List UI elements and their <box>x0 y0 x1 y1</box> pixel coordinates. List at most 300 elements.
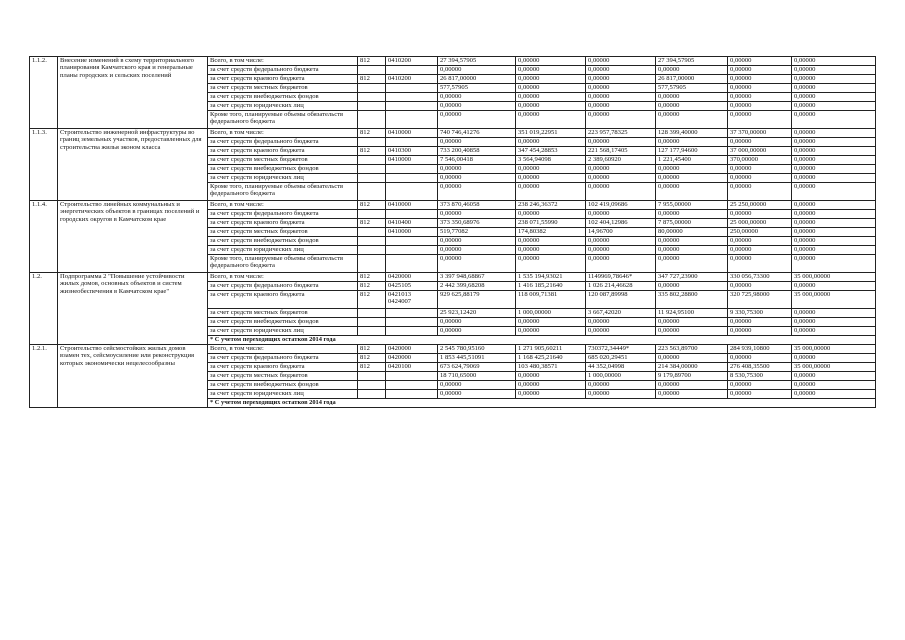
funding-source-label: Кроме того, планируемые объемы обязательств федерального бюджета <box>208 183 358 201</box>
funding-source-label: за счет средств внебюджетных фондов <box>208 318 358 327</box>
amount-cell: 1 000,00000 <box>516 309 586 318</box>
funding-source-label: за счет средств местных бюджетов <box>208 156 358 165</box>
amount-cell: 0,00000 <box>792 318 876 327</box>
funding-source-label: Кроме того, планируемые объемы обязательств федерального бюджета <box>208 255 358 273</box>
amount-cell: 0,00000 <box>792 327 876 336</box>
amount-cell: 284 939,10800 <box>728 345 792 354</box>
amount-cell: 0,00000 <box>586 327 656 336</box>
budget-code <box>386 111 438 129</box>
amount-cell: 0,00000 <box>438 246 516 255</box>
table-row <box>30 273 876 282</box>
amount-cell: 0,00000 <box>656 318 728 327</box>
amount-cell: 0,00000 <box>792 111 876 129</box>
amount-cell: 0,00000 <box>728 327 792 336</box>
amount-cell: 0,00000 <box>516 246 586 255</box>
amount-cell: 0,00000 <box>438 318 516 327</box>
amount-cell: 37 370,00000 <box>728 129 792 138</box>
ministry-code <box>358 84 386 93</box>
amount-cell: 373 870,46058 <box>438 201 516 210</box>
amount-cell: 0,00000 <box>728 354 792 363</box>
amount-cell: 0,00000 <box>792 102 876 111</box>
amount-cell: 0,00000 <box>792 147 876 156</box>
amount-cell: 0,00000 <box>516 138 586 147</box>
amount-cell: 7 875,00000 <box>656 219 728 228</box>
budget-sheet <box>29 56 876 408</box>
funding-source-label: за счет средств местных бюджетов <box>208 309 358 318</box>
amount-cell: 0,00000 <box>792 210 876 219</box>
amount-cell: 0,00000 <box>792 237 876 246</box>
amount-cell: 335 802,28800 <box>656 291 728 309</box>
funding-source-label: за счет средств внебюджетных фондов <box>208 93 358 102</box>
amount-cell: 673 624,79069 <box>438 363 516 372</box>
ministry-code: 812 <box>358 201 386 210</box>
budget-code: 0410400 <box>386 219 438 228</box>
amount-cell: 0,00000 <box>792 183 876 201</box>
amount-cell: 0,00000 <box>516 165 586 174</box>
ministry-code: 812 <box>358 291 386 309</box>
amount-cell: 347 454,28853 <box>516 147 586 156</box>
amount-cell: 223 563,89700 <box>656 345 728 354</box>
amount-cell: 0,00000 <box>792 66 876 75</box>
amount-cell: 102 404,12986 <box>586 219 656 228</box>
amount-cell: 0,00000 <box>656 66 728 75</box>
amount-cell: 0,00000 <box>792 219 876 228</box>
amount-cell: 0,00000 <box>792 390 876 399</box>
ministry-code: 812 <box>358 129 386 138</box>
ministry-code <box>358 255 386 273</box>
amount-cell: 3 667,42020 <box>586 309 656 318</box>
amount-cell: 0,00000 <box>656 93 728 102</box>
amount-cell: 351 019,22951 <box>516 129 586 138</box>
section-number: 1.1.4. <box>30 201 58 273</box>
budget-code: 0420000 <box>386 345 438 354</box>
amount-cell: 0,00000 <box>792 129 876 138</box>
budget-code <box>386 165 438 174</box>
amount-cell: 0,00000 <box>438 138 516 147</box>
amount-cell: 0,00000 <box>438 381 516 390</box>
amount-cell: 370,00000 <box>728 156 792 165</box>
amount-cell: 1 416 185,21640 <box>516 282 586 291</box>
ministry-code <box>358 372 386 381</box>
amount-cell: 0,00000 <box>792 165 876 174</box>
section-number: 1.1.3. <box>30 129 58 201</box>
amount-cell: 0,00000 <box>728 66 792 75</box>
amount-cell: 0,00000 <box>516 93 586 102</box>
section-title: Подпрограмма 2 "Повышение устойчивости жилых домов, основных объектов и систем жизнеобеспечения в Камчатском крае" <box>58 273 208 345</box>
amount-cell: 0,00000 <box>438 174 516 183</box>
budget-code <box>386 84 438 93</box>
amount-cell: 1 271 905,60211 <box>516 345 586 354</box>
amount-cell: 0,00000 <box>586 183 656 201</box>
budget-code: 0420100 <box>386 363 438 372</box>
amount-cell: 0,00000 <box>728 210 792 219</box>
amount-cell: 0,00000 <box>516 174 586 183</box>
amount-cell: 1149969,78646* <box>586 273 656 282</box>
amount-cell: 8 530,75300 <box>728 372 792 381</box>
section-number: 1.1.2. <box>30 57 58 129</box>
amount-cell: 0,00000 <box>656 165 728 174</box>
funding-source-label: за счет средств краевого бюджета <box>208 219 358 228</box>
budget-code: 0421013 0424007 <box>386 291 438 309</box>
amount-cell: 0,00000 <box>792 174 876 183</box>
ministry-code <box>358 318 386 327</box>
amount-cell: 0,00000 <box>438 210 516 219</box>
amount-cell: 0,00000 <box>438 327 516 336</box>
amount-cell: 0,00000 <box>728 93 792 102</box>
amount-cell: 0,00000 <box>438 111 516 129</box>
amount-cell: 0,00000 <box>792 354 876 363</box>
amount-cell: 2 545 780,95160 <box>438 345 516 354</box>
budget-code <box>386 102 438 111</box>
amount-cell: 35 000,00000 <box>792 273 876 282</box>
amount-cell: 0,00000 <box>516 84 586 93</box>
funding-source-label: за счет средств местных бюджетов <box>208 228 358 237</box>
amount-cell: 118 009,71381 <box>516 291 586 309</box>
ministry-code <box>358 237 386 246</box>
budget-code <box>386 93 438 102</box>
budget-code: 0410200 <box>386 57 438 66</box>
amount-cell: 7 955,00000 <box>656 201 728 210</box>
amount-cell: 0,00000 <box>656 327 728 336</box>
ministry-code <box>358 93 386 102</box>
amount-cell: 0,00000 <box>438 165 516 174</box>
amount-cell: 929 625,88179 <box>438 291 516 309</box>
amount-cell: 250,00000 <box>728 228 792 237</box>
amount-cell: 0,00000 <box>516 183 586 201</box>
amount-cell: 238 246,36372 <box>516 201 586 210</box>
amount-cell: 9 330,75300 <box>728 309 792 318</box>
funding-source-label: за счет средств местных бюджетов <box>208 84 358 93</box>
amount-cell: 25 000,00000 <box>728 219 792 228</box>
ministry-code <box>358 102 386 111</box>
amount-cell: 0,00000 <box>586 84 656 93</box>
budget-code: 0420000 <box>386 354 438 363</box>
budget-code: 0410200 <box>386 75 438 84</box>
section-number: 1.2. <box>30 273 58 345</box>
amount-cell: 0,00000 <box>792 282 876 291</box>
amount-cell: 9 179,89700 <box>656 372 728 381</box>
amount-cell: 0,00000 <box>516 102 586 111</box>
amount-cell: 276 408,35500 <box>728 363 792 372</box>
budget-code <box>386 174 438 183</box>
amount-cell: 3 564,94098 <box>516 156 586 165</box>
funding-source-label: за счет средств внебюджетных фондов <box>208 237 358 246</box>
amount-cell: 0,00000 <box>438 93 516 102</box>
amount-cell: 730372,34449* <box>586 345 656 354</box>
amount-cell: 0,00000 <box>516 381 586 390</box>
amount-cell: 127 177,94600 <box>656 147 728 156</box>
amount-cell: 0,00000 <box>516 75 586 84</box>
table-row <box>30 57 876 66</box>
funding-source-label: за счет средств местных бюджетов <box>208 372 358 381</box>
ministry-code: 812 <box>358 147 386 156</box>
amount-cell: 0,00000 <box>792 381 876 390</box>
amount-cell: 0,00000 <box>516 372 586 381</box>
amount-cell: 0,00000 <box>656 255 728 273</box>
amount-cell: 0,00000 <box>516 327 586 336</box>
budget-code: 0410000 <box>386 201 438 210</box>
ministry-code <box>358 174 386 183</box>
amount-cell: 0,00000 <box>792 246 876 255</box>
table-row <box>30 129 876 138</box>
amount-cell: 0,00000 <box>728 174 792 183</box>
amount-cell: 214 384,00000 <box>656 363 728 372</box>
amount-cell: 1 168 425,21640 <box>516 354 586 363</box>
amount-cell: 0,00000 <box>728 75 792 84</box>
budget-code <box>386 390 438 399</box>
ministry-code <box>358 309 386 318</box>
amount-cell: 0,00000 <box>728 282 792 291</box>
amount-cell: 0,00000 <box>586 165 656 174</box>
amount-cell: 0,00000 <box>586 174 656 183</box>
funding-source-label: за счет средств внебюджетных фондов <box>208 165 358 174</box>
amount-cell: 25 923,12420 <box>438 309 516 318</box>
amount-cell: 0,00000 <box>792 372 876 381</box>
amount-cell: 0,00000 <box>438 390 516 399</box>
budget-code: 0420000 <box>386 273 438 282</box>
amount-cell: 0,00000 <box>656 111 728 129</box>
section-title: Строительство сейсмостойких жилых домов взамен тех, сейсмоусиление или реконструкция которых экономически нецелесообразны <box>58 345 208 408</box>
amount-cell: 0,00000 <box>586 255 656 273</box>
amount-cell: 0,00000 <box>792 228 876 237</box>
amount-cell: 0,00000 <box>728 237 792 246</box>
amount-cell: 0,00000 <box>438 102 516 111</box>
amount-cell: 0,00000 <box>792 57 876 66</box>
amount-cell: 0,00000 <box>728 390 792 399</box>
amount-cell: 740 746,41276 <box>438 129 516 138</box>
amount-cell: 0,00000 <box>656 183 728 201</box>
funding-source-label: за счет средств федерального бюджета <box>208 354 358 363</box>
budget-code <box>386 138 438 147</box>
amount-cell: 0,00000 <box>516 255 586 273</box>
ministry-code: 812 <box>358 219 386 228</box>
amount-cell: 0,00000 <box>516 210 586 219</box>
amount-cell: 0,00000 <box>656 390 728 399</box>
amount-cell: 320 725,98000 <box>728 291 792 309</box>
budget-table <box>29 56 876 408</box>
funding-source-label: за счет средств внебюджетных фондов <box>208 381 358 390</box>
budget-code <box>386 237 438 246</box>
section-title: Строительство линейных коммунальных и энергетических объектов в границах поселений и городских округов в Камчатском крае <box>58 201 208 273</box>
amount-cell: 0,00000 <box>516 57 586 66</box>
amount-cell: 685 020,29451 <box>586 354 656 363</box>
amount-cell: 18 710,65000 <box>438 372 516 381</box>
amount-cell: 0,00000 <box>792 84 876 93</box>
budget-code <box>386 381 438 390</box>
budget-code <box>386 183 438 201</box>
amount-cell: 0,00000 <box>656 138 728 147</box>
amount-cell: 0,00000 <box>792 138 876 147</box>
funding-source-label: за счет средств юридических лиц <box>208 327 358 336</box>
amount-cell: 733 200,40858 <box>438 147 516 156</box>
amount-cell: 0,00000 <box>792 309 876 318</box>
budget-code <box>386 255 438 273</box>
funding-source-label: Всего, в том числе: <box>208 273 358 282</box>
amount-cell: 0,00000 <box>792 201 876 210</box>
amount-cell: 11 924,95100 <box>656 309 728 318</box>
ministry-code <box>358 165 386 174</box>
ministry-code <box>358 246 386 255</box>
amount-cell: 174,80382 <box>516 228 586 237</box>
ministry-code: 812 <box>358 57 386 66</box>
budget-code: 0410000 <box>386 129 438 138</box>
amount-cell: 0,00000 <box>656 102 728 111</box>
amount-cell: 0,00000 <box>516 237 586 246</box>
amount-cell: 0,00000 <box>516 66 586 75</box>
funding-source-label: за счет средств юридических лиц <box>208 102 358 111</box>
amount-cell: 1 853 445,51091 <box>438 354 516 363</box>
amount-cell: 44 352,04998 <box>586 363 656 372</box>
amount-cell: 1 221,45400 <box>656 156 728 165</box>
amount-cell: 27 394,57905 <box>438 57 516 66</box>
funding-source-label: за счет средств краевого бюджета <box>208 147 358 156</box>
funding-source-label: за счет средств краевого бюджета <box>208 75 358 84</box>
amount-cell: 25 250,00000 <box>728 201 792 210</box>
amount-cell: 0,00000 <box>656 282 728 291</box>
amount-cell: 0,00000 <box>586 66 656 75</box>
ministry-code <box>358 210 386 219</box>
amount-cell: 0,00000 <box>586 318 656 327</box>
ministry-code <box>358 66 386 75</box>
amount-cell: 0,00000 <box>656 246 728 255</box>
amount-cell: 0,00000 <box>516 111 586 129</box>
amount-cell: 0,00000 <box>656 354 728 363</box>
amount-cell: 0,00000 <box>586 111 656 129</box>
amount-cell: 223 957,78325 <box>586 129 656 138</box>
ministry-code <box>358 390 386 399</box>
budget-code: 0410300 <box>386 147 438 156</box>
amount-cell: 128 399,40000 <box>656 129 728 138</box>
ministry-code: 812 <box>358 363 386 372</box>
amount-cell: 0,00000 <box>438 237 516 246</box>
ministry-code: 812 <box>358 75 386 84</box>
funding-source-label: Всего, в том числе: <box>208 129 358 138</box>
ministry-code <box>358 381 386 390</box>
amount-cell: 0,00000 <box>728 165 792 174</box>
funding-source-label: за счет средств краевого бюджета <box>208 363 358 372</box>
funding-source-label: за счет средств федерального бюджета <box>208 282 358 291</box>
amount-cell: 0,00000 <box>792 156 876 165</box>
amount-cell: 2 442 399,68208 <box>438 282 516 291</box>
ministry-code: 812 <box>358 282 386 291</box>
amount-cell: 103 480,38571 <box>516 363 586 372</box>
amount-cell: 238 071,55990 <box>516 219 586 228</box>
amount-cell: 120 087,89998 <box>586 291 656 309</box>
funding-source-label: Всего, в том числе: <box>208 201 358 210</box>
amount-cell: 0,00000 <box>728 318 792 327</box>
budget-code <box>386 372 438 381</box>
amount-cell: 519,77082 <box>438 228 516 237</box>
amount-cell: 0,00000 <box>586 246 656 255</box>
amount-cell: 0,00000 <box>728 102 792 111</box>
amount-cell: 0,00000 <box>586 102 656 111</box>
amount-cell: 0,00000 <box>586 390 656 399</box>
amount-cell: 0,00000 <box>586 57 656 66</box>
funding-source-label: за счет средств федерального бюджета <box>208 210 358 219</box>
amount-cell: 330 056,73300 <box>728 273 792 282</box>
ministry-code <box>358 327 386 336</box>
amount-cell: 2 389,60920 <box>586 156 656 165</box>
amount-cell: 0,00000 <box>728 84 792 93</box>
amount-cell: 0,00000 <box>516 390 586 399</box>
amount-cell: 3 397 948,68867 <box>438 273 516 282</box>
funding-source-label: Всего, в том числе: <box>208 345 358 354</box>
amount-cell: 35 000,00000 <box>792 345 876 354</box>
amount-cell: 0,00000 <box>792 93 876 102</box>
amount-cell: 1 535 194,93021 <box>516 273 586 282</box>
amount-cell: 0,00000 <box>656 210 728 219</box>
amount-cell: 0,00000 <box>656 174 728 183</box>
ministry-code <box>358 111 386 129</box>
amount-cell: 0,00000 <box>586 237 656 246</box>
amount-cell: 26 817,00000 <box>656 75 728 84</box>
amount-cell: 0,00000 <box>516 318 586 327</box>
amount-cell: 577,57905 <box>438 84 516 93</box>
amount-cell: 35 000,00000 <box>792 363 876 372</box>
amount-cell: 0,00000 <box>586 381 656 390</box>
funding-source-label: за счет средств юридических лиц <box>208 390 358 399</box>
ministry-code: 812 <box>358 354 386 363</box>
amount-cell: 0,00000 <box>586 210 656 219</box>
ministry-code: 812 <box>358 345 386 354</box>
amount-cell: 37 000,00000 <box>728 147 792 156</box>
amount-cell: 0,00000 <box>656 381 728 390</box>
funding-source-label: за счет средств юридических лиц <box>208 246 358 255</box>
ministry-code <box>358 183 386 201</box>
budget-code: 0425105 <box>386 282 438 291</box>
amount-cell: 373 350,68976 <box>438 219 516 228</box>
ministry-code: 812 <box>358 273 386 282</box>
amount-cell: 14,96700 <box>586 228 656 237</box>
amount-cell: 577,57905 <box>656 84 728 93</box>
table-row <box>30 201 876 210</box>
amount-cell: 26 817,00000 <box>438 75 516 84</box>
budget-code <box>386 318 438 327</box>
amount-cell: 0,00000 <box>728 381 792 390</box>
amount-cell: 0,00000 <box>438 183 516 201</box>
amount-cell: 7 546,00418 <box>438 156 516 165</box>
amount-cell: 0,00000 <box>792 255 876 273</box>
section-number: 1.2.1. <box>30 345 58 408</box>
section-title: Строительство инженерной инфраструктуры во границ земельных участков, предоставленных для строительства жилья эконом класса <box>58 129 208 201</box>
amount-cell: 0,00000 <box>728 138 792 147</box>
funding-source-label: Всего, в том числе: <box>208 57 358 66</box>
budget-code <box>386 210 438 219</box>
amount-cell: 0,00000 <box>586 93 656 102</box>
budget-code <box>386 309 438 318</box>
footnote: * С учетом переходящих остатков 2014 года <box>208 399 876 408</box>
amount-cell: 80,00000 <box>656 228 728 237</box>
amount-cell: 0,00000 <box>586 75 656 84</box>
amount-cell: 221 568,17405 <box>586 147 656 156</box>
amount-cell: 0,00000 <box>728 255 792 273</box>
budget-code <box>386 66 438 75</box>
amount-cell: 0,00000 <box>438 66 516 75</box>
amount-cell: 0,00000 <box>728 183 792 201</box>
budget-code <box>386 327 438 336</box>
section-title: Внесение изменений в схему территориального планирования Камчатского края и генеральные планы городских и сельских поселений <box>58 57 208 129</box>
amount-cell: 0,00000 <box>792 75 876 84</box>
budget-code: 0410000 <box>386 228 438 237</box>
table-row <box>30 345 876 354</box>
funding-source-label: за счет средств федерального бюджета <box>208 138 358 147</box>
funding-source-label: за счет средств юридических лиц <box>208 174 358 183</box>
amount-cell: 347 727,23900 <box>656 273 728 282</box>
amount-cell: 0,00000 <box>728 57 792 66</box>
amount-cell: 1 000,00000 <box>586 372 656 381</box>
amount-cell: 27 394,57905 <box>656 57 728 66</box>
budget-code <box>386 246 438 255</box>
